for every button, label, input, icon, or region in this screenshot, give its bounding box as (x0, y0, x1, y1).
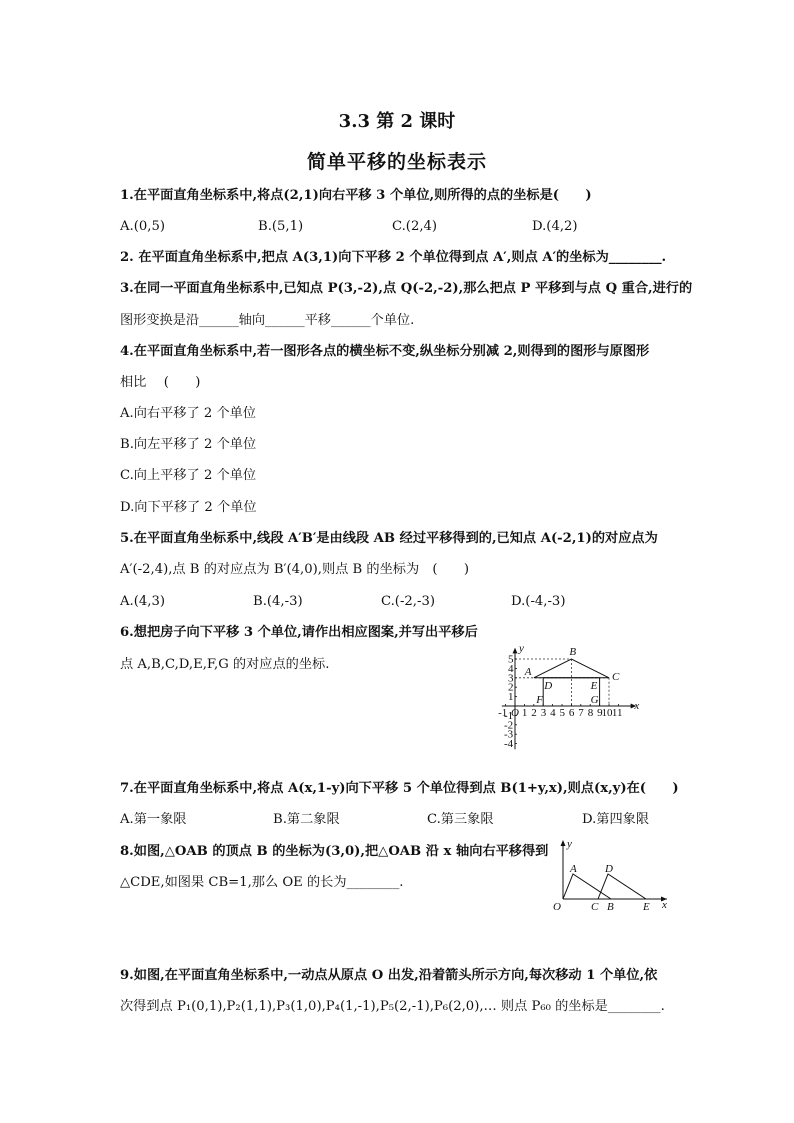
x-tick-label: 9 (597, 707, 603, 719)
lesson-title: 3.3 第 2 课时 (338, 111, 456, 132)
point-label-c: C (612, 670, 620, 683)
q3-line-1: 3.在同一平面直角坐标系中,已知点 P(3,-2),点 Q(-2,-2),那么把点 P 平移到与点 Q 重合,进行的 (120, 281, 693, 296)
y-tick-label: -4 (504, 738, 514, 751)
point-label-a: A (524, 665, 532, 678)
label-a: A (570, 863, 577, 875)
label-e: E (643, 901, 650, 913)
origin-label: O (511, 707, 519, 719)
y-tick-label: 1 (508, 691, 514, 704)
label-b: B (607, 901, 614, 913)
x-tick-label: 11 (611, 707, 623, 719)
label-o: O (553, 901, 561, 913)
y-axis-label: y (519, 642, 524, 655)
label-y: y (567, 838, 572, 850)
y-tick-label: -3 (504, 728, 514, 741)
q8-line-2: △CDE,如图果 CB=1,那么 OE 的长为________. (120, 875, 404, 890)
q4-option-b: B.向左平移了 2 个单位 (120, 437, 257, 452)
q1-option-d: D.(4,2) (532, 219, 578, 234)
q1-option-c: C.(2,4) (392, 219, 438, 234)
y-tick-label: 2 (508, 681, 514, 694)
triangle-translation-figure (545, 838, 675, 913)
q6-line-1: 6.想把房子向下平移 3 个单位,请作出相应图案,并写出平移后 (120, 625, 478, 640)
x-tick-label: 10 (601, 707, 613, 719)
y-axis-arrow (561, 840, 566, 846)
q7-stem: 7.在平面直角坐标系中,将点 A(x,1-y)向下平移 5 个单位得到点 B(1+y,x),则点(x,y)在( ) (120, 781, 679, 796)
q5-option-a: A.(4,3) (120, 594, 165, 609)
y-axis-arrow (513, 648, 518, 654)
q5-option-b: B.(4,-3) (253, 594, 303, 609)
x-tick-label: 3 (540, 707, 547, 719)
q4-line-2: 相比 ( ) (120, 375, 201, 390)
q4-option-d: D.向下平移了 2 个单位 (120, 500, 257, 515)
q7-option-a: A.第一象限 (120, 812, 187, 827)
x-tick-label: 4 (550, 707, 556, 719)
y-tick-label: 5 (508, 653, 514, 666)
label-c: C (591, 901, 599, 913)
q9-line-1: 9.如图,在平面直角坐标系中,一动点从原点 O 出发,沿着箭头所示方向,每次移动 1 个单位,依 (120, 968, 658, 983)
x-tick-label: 8 (587, 707, 594, 719)
x-tick-label: 5 (559, 707, 565, 719)
point-label-e: E (590, 679, 598, 692)
x-tick-label: 1 (521, 707, 528, 719)
q5-option-c: C.(-2,-3) (381, 594, 435, 609)
y-tick-label: 4 (508, 662, 514, 675)
q5-line-1: 5.在平面直角坐标系中,线段 A′B′是由线段 AB 经过平移得到的,已知点 A(-2,1)的对应点为 (120, 531, 658, 546)
x-axis-label: x (634, 700, 640, 712)
axes (502, 648, 636, 750)
house-coordinate-figure (495, 620, 675, 755)
x-tick-label: 7 (578, 707, 584, 719)
point-label-b: B (569, 646, 577, 658)
q6-line-2: 点 A,B,C,D,E,F,G 的对应点的坐标. (120, 657, 330, 672)
q8-line-1: 8.如图,△OAB 的顶点 B 的坐标为(3,0),把△OAB 沿 x 轴向右平移得到 (120, 844, 549, 859)
q1-stem: 1.在平面直角坐标系中,将点(2,1)向右平移 3 个单位,则所得的点的坐标是( ) (120, 188, 592, 203)
point-label-g: G (590, 694, 599, 706)
triangle-oab (563, 874, 611, 899)
q7-option-d: D.第四象限 (582, 812, 650, 827)
label-x: x (662, 899, 667, 911)
q4-option-c: C.向上平移了 2 个单位 (120, 468, 257, 483)
x-tick-label: 6 (568, 707, 575, 719)
q1-option-b: B.(5,1) (258, 219, 304, 234)
q4-line-1: 4.在平面直角坐标系中,若一图形各点的横坐标不变,纵坐标分别减 2,则得到的图形与原图形 (120, 344, 650, 359)
x-tick-label: -1 (498, 707, 508, 719)
x-tick-label: 2 (531, 707, 537, 719)
q7-option-c: C.第三象限 (427, 812, 494, 827)
y-tick-label: -1 (504, 709, 514, 722)
q9-line-2: 次得到点 P₁(0,1),P₂(1,1),P₃(1,0),P₄(1,-1),P₅(2,-1),P₆(2,0),… 则点 P₆₀ 的坐标是________. (120, 999, 665, 1014)
point-label-f: F (536, 694, 543, 706)
q4-option-a: A.向右平移了 2 个单位 (120, 406, 256, 421)
topic-title: 简单平移的坐标表示 (306, 151, 487, 173)
label-d: D (605, 863, 613, 875)
q7-option-b: B.第二象限 (273, 812, 340, 827)
q5-line-2: A′(-2,4),点 B 的对应点为 B′(4,0),则点 B 的坐标为 ( ) (120, 562, 470, 577)
y-tick-label: 3 (508, 672, 514, 685)
point-label-d: D (544, 679, 553, 692)
q5-option-d: D.(-4,-3) (511, 594, 566, 609)
y-tick-label: -2 (504, 719, 514, 732)
q2-stem: 2. 在平面直角坐标系中,把点 A(3,1)向下平移 2 个单位得到点 A′,则点 A′的坐标为________. (120, 250, 667, 265)
q3-line-2: 图形变换是沿______轴向______平移______个单位. (120, 313, 415, 328)
q1-option-a: A.(0,5) (120, 219, 165, 234)
